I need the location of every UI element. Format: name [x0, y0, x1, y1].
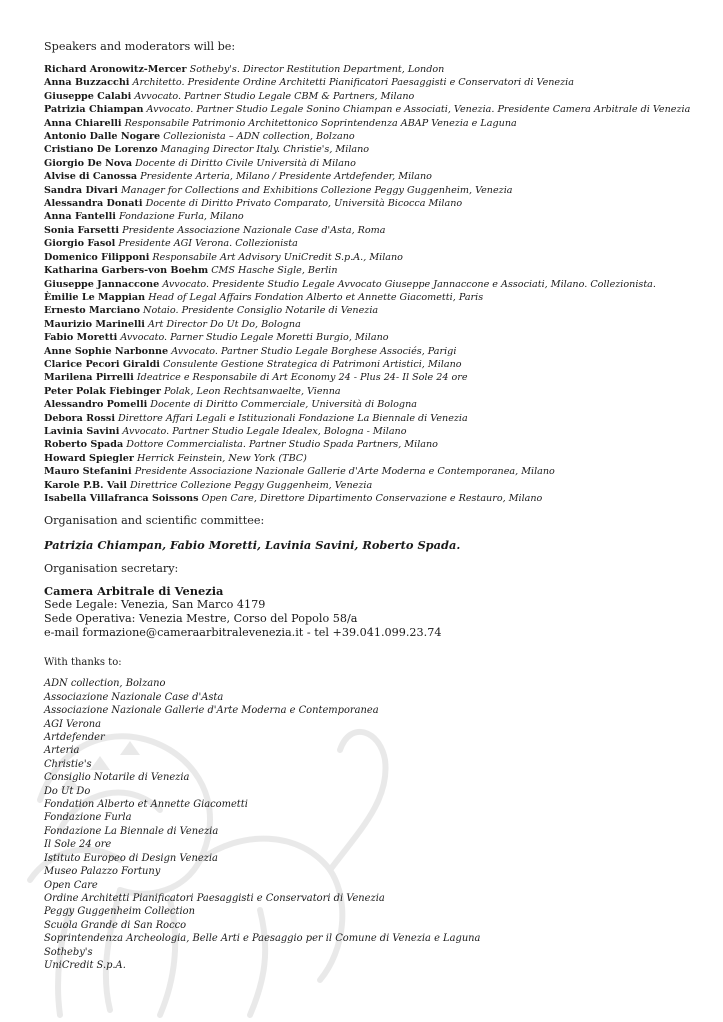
- speakers-intro: Speakers and moderators will be:: [44, 40, 236, 53]
- speaker-name: Cristiano De Lorenzo: [44, 144, 158, 156]
- speaker-name: Patrizia Chiampan: [44, 104, 144, 116]
- secretary-name: Camera Arbitrale di Venezia: [44, 584, 224, 599]
- speaker-item: [44, 385, 714, 398]
- speaker-item: [44, 224, 714, 237]
- speaker-item: [44, 452, 714, 465]
- speaker-name: Alessandra Donati: [44, 198, 143, 210]
- speaker-name: Sandra Divari: [44, 184, 118, 196]
- thanks-item: Christie's: [44, 758, 92, 770]
- speaker-description: Architetto. Presidente Ordine Architetti Pianificatori Paesaggisti e Conservatori di Venezia: [132, 77, 574, 89]
- speaker-name: Anna Buzzacchi: [44, 77, 130, 89]
- speaker-name: Ernesto Marciano: [44, 305, 140, 317]
- speaker-description: Avvocato. Partner Studio Legale Borghese Associés, Parigi: [171, 345, 457, 357]
- speaker-item: [44, 318, 714, 331]
- thanks-item: Fondazione Furla: [44, 812, 132, 824]
- speaker-item: [44, 197, 714, 210]
- speaker-description: Avvocato. Partner Studio Legale CBM & Partners, Milano: [134, 90, 415, 102]
- speaker-description: Managing Director Italy. Christie's, Milano: [160, 144, 370, 156]
- thanks-item: Sotheby's: [44, 946, 93, 958]
- speaker-item: [44, 412, 714, 425]
- secretary-label: Organisation secretary:: [44, 562, 179, 576]
- speaker-name: Giorgio Fasol: [44, 238, 116, 250]
- speaker-name: Karole P.B. Vail: [44, 479, 127, 491]
- speaker-item: [44, 398, 714, 411]
- speaker-item: [44, 358, 714, 371]
- speaker-item: [44, 492, 714, 505]
- thanks-item: Museo Palazzo Fortuny: [44, 866, 161, 878]
- thanks-list: [44, 677, 714, 972]
- speaker-description: Dottore Commercialista. Partner Studio Spada Partners, Milano: [126, 439, 438, 451]
- speaker-description: Docente di Diritto Privato Comparato, Università Bicocca Milano: [145, 198, 463, 210]
- thanks-item: Open Care: [44, 879, 98, 891]
- thanks-item: Il Sole 24 ore: [44, 839, 112, 851]
- speaker-name: Giorgio De Nova: [44, 157, 133, 169]
- speaker-item: [44, 210, 714, 223]
- page-content: [44, 40, 714, 972]
- speaker-item: [44, 143, 714, 156]
- speaker-name: Anna Chiarelli: [44, 117, 122, 129]
- speaker-name: Isabella Villafranca Soissons: [44, 493, 199, 504]
- speaker-name: Marilena Pirrelli: [44, 372, 134, 384]
- speaker-name: Richard Aronowitz-Mercer: [44, 64, 187, 75]
- speaker-description: Direttrice Collezione Peggy Guggenheim, Venezia: [129, 479, 373, 491]
- speaker-description: Manager for Collections and Exhibitions Collezione Peggy Guggenheim, Venezia: [120, 184, 513, 196]
- speaker-description: Docente di Diritto Civile Università di Milano: [135, 157, 356, 169]
- committee-label: Organisation and scientific committee:: [44, 514, 265, 528]
- secretary-contact: e-mail formazione@cameraarbitralevenezia.it - tel +39.041.099.23.74: [44, 626, 442, 640]
- speaker-name: Howard Spiegler: [44, 452, 134, 464]
- speaker-description: Fondazione Furla, Milano: [118, 211, 244, 223]
- speaker-list: [44, 63, 714, 505]
- thanks-item: Fondazione La Biennale di Venezia: [44, 825, 219, 837]
- thanks-item: Consiglio Notarile di Venezia: [44, 772, 190, 784]
- speaker-description: Polak, Leon Rechtsanwaelte, Vienna: [164, 385, 341, 397]
- speaker-name: Mauro Stefanini: [44, 466, 132, 478]
- speaker-item: [44, 130, 714, 143]
- speaker-item: [44, 438, 714, 451]
- speaker-description: Notaio. Presidente Consiglio Notarile di Venezia: [143, 305, 379, 317]
- speaker-name: Fabio Moretti: [44, 332, 118, 344]
- thanks-item: Istituto Europeo di Design Venezia: [44, 852, 218, 864]
- speaker-item: [44, 170, 714, 183]
- speaker-item: [44, 184, 714, 197]
- speaker-name: Alvise di Canossa: [44, 171, 138, 183]
- speaker-item: [44, 264, 714, 277]
- speaker-name: Giuseppe Jannaccone: [44, 278, 160, 290]
- speaker-description: Open Care, Direttore Dipartimento Conservazione e Restauro, Milano: [201, 493, 543, 504]
- speaker-item: [44, 157, 714, 170]
- speaker-item: [44, 103, 714, 116]
- speaker-description: Herrick Feinstein, New York (TBC): [137, 452, 307, 464]
- speaker-description: Art Director Do Ut Do, Bologna: [147, 318, 301, 330]
- committee-members: Patrizia Chiampan, Fabio Moretti, Lavinia Savini, Roberto Spada.: [44, 538, 461, 553]
- speaker-description: Ideatrice e Responsabile di Art Economy 24 - Plus 24- Il Sole 24 ore: [136, 372, 468, 384]
- speaker-description: Avvocato. Partner Studio Legale Sonino Chiampan e Associati, Venezia. Presidente Camera Arbitrale di Venezia: [146, 104, 691, 116]
- thanks-label: With thanks to:: [44, 657, 122, 669]
- speaker-description: Responsabile Art Advisory UniCredit S.p.A., Milano: [152, 251, 403, 263]
- speaker-description: Presidente Arteria, Milano / Presidente Artdefender, Milano: [140, 171, 432, 183]
- thanks-item: Arteria: [44, 745, 80, 757]
- speaker-description: Head of Legal Affairs Fondation Alberto et Annette Giacometti, Paris: [148, 291, 484, 303]
- speaker-name: Katharina Garbers-von Boehm: [44, 265, 209, 277]
- speaker-name: Anne Sophie Narbonne: [44, 345, 169, 357]
- thanks-item: AGI Verona: [44, 718, 102, 730]
- speaker-item: [44, 479, 714, 492]
- thanks-item: Associazione Nazionale Case d'Asta: [44, 691, 224, 703]
- speaker-description: Avvocato. Presidente Studio Legale Avvocato Giuseppe Jannaccone e Associati, Milano. Collezionista.: [162, 278, 656, 290]
- speaker-description: Sotheby's. Director Restitution Department, London: [189, 64, 445, 75]
- thanks-item: Scuola Grande di San Rocco: [44, 919, 187, 931]
- speaker-name: Maurizio Marinelli: [44, 318, 145, 330]
- thanks-item: ADN collection, Bolzano: [44, 678, 166, 690]
- speaker-name: Clarice Pecori Giraldi: [44, 358, 160, 370]
- speaker-item: [44, 291, 714, 304]
- speaker-name: Èmilie Le Mappian: [44, 291, 146, 303]
- thanks-item: Soprintendenza Archeologia, Belle Arti e Paesaggio per il Comune di Venezia e Laguna: [44, 933, 481, 945]
- thanks-item: Fondation Alberto et Annette Giacometti: [44, 799, 248, 811]
- thanks-item: Peggy Guggenheim Collection: [44, 906, 195, 918]
- secretary-address-legal: Sede Legale: Venezia, San Marco 4179: [44, 598, 266, 612]
- thanks-item: UniCredit S.p.A.: [44, 959, 126, 971]
- speaker-item: [44, 63, 714, 76]
- speaker-item: [44, 237, 714, 250]
- speaker-item: [44, 465, 714, 478]
- speaker-name: Alessandro Pomelli: [44, 399, 148, 411]
- secretary-address-operational: Sede Operativa: Venezia Mestre, Corso del Popolo 58/a: [44, 612, 358, 626]
- speaker-item: [44, 345, 714, 358]
- speaker-name: Antonio Dalle Nogare: [44, 131, 161, 143]
- thanks-item: Associazione Nazionale Gallerie d'Arte Moderna e Contemporanea: [44, 705, 379, 717]
- speaker-item: [44, 331, 714, 344]
- speaker-description: Presidente Associazione Nazionale Gallerie d'Arte Moderna e Contemporanea, Milano: [134, 466, 555, 478]
- thanks-item: Ordine Architetti Pianificatori Paesaggisti e Conservatori di Venezia: [44, 892, 385, 904]
- speaker-description: Presidente AGI Verona. Collezionista: [118, 238, 298, 250]
- speaker-item: [44, 117, 714, 130]
- speaker-description: Collezionista – ADN collection, Bolzano: [163, 131, 355, 143]
- speaker-name: Domenico Filipponi: [44, 251, 150, 263]
- speaker-name: Anna Fantelli: [44, 211, 116, 223]
- speaker-description: Avvocato. Partner Studio Legale Idealex, Bologna - Milano: [122, 425, 407, 437]
- speaker-item: [44, 90, 714, 103]
- speaker-description: Direttore Affari Legali e Istituzionali Fondazione La Biennale di Venezia: [118, 412, 468, 424]
- speaker-item: [44, 425, 714, 438]
- speaker-description: CMS Hasche Sigle, Berlin: [211, 265, 338, 277]
- speaker-description: Consulente Gestione Strategica di Patrimoni Artistici, Milano: [163, 358, 462, 370]
- thanks-item: Artdefender: [44, 732, 105, 744]
- speaker-name: Lavinia Savini: [44, 425, 120, 437]
- speaker-item: [44, 304, 714, 317]
- speaker-description: Docente di Diritto Commerciale, Università di Bologna: [150, 399, 417, 411]
- speaker-description: Responsabile Patrimonio Architettonico Soprintendenza ABAP Venezia e Laguna: [124, 117, 517, 129]
- speaker-description: Presidente Associazione Nazionale Case d'Asta, Roma: [122, 224, 386, 236]
- speaker-item: [44, 251, 714, 264]
- speaker-name: Roberto Spada: [44, 439, 124, 451]
- speaker-item: [44, 76, 714, 89]
- speaker-name: Debora Rossi: [44, 412, 115, 424]
- speaker-name: Peter Polak Fiebinger: [44, 385, 161, 397]
- speaker-item: [44, 371, 714, 384]
- speaker-name: Giuseppe Calabi: [44, 90, 132, 102]
- speaker-item: [44, 278, 714, 291]
- speaker-name: Sonia Farsetti: [44, 224, 120, 236]
- speaker-description: Avvocato. Parner Studio Legale Moretti Burgio, Milano: [120, 332, 389, 344]
- thanks-item: Do Ut Do: [44, 785, 91, 797]
